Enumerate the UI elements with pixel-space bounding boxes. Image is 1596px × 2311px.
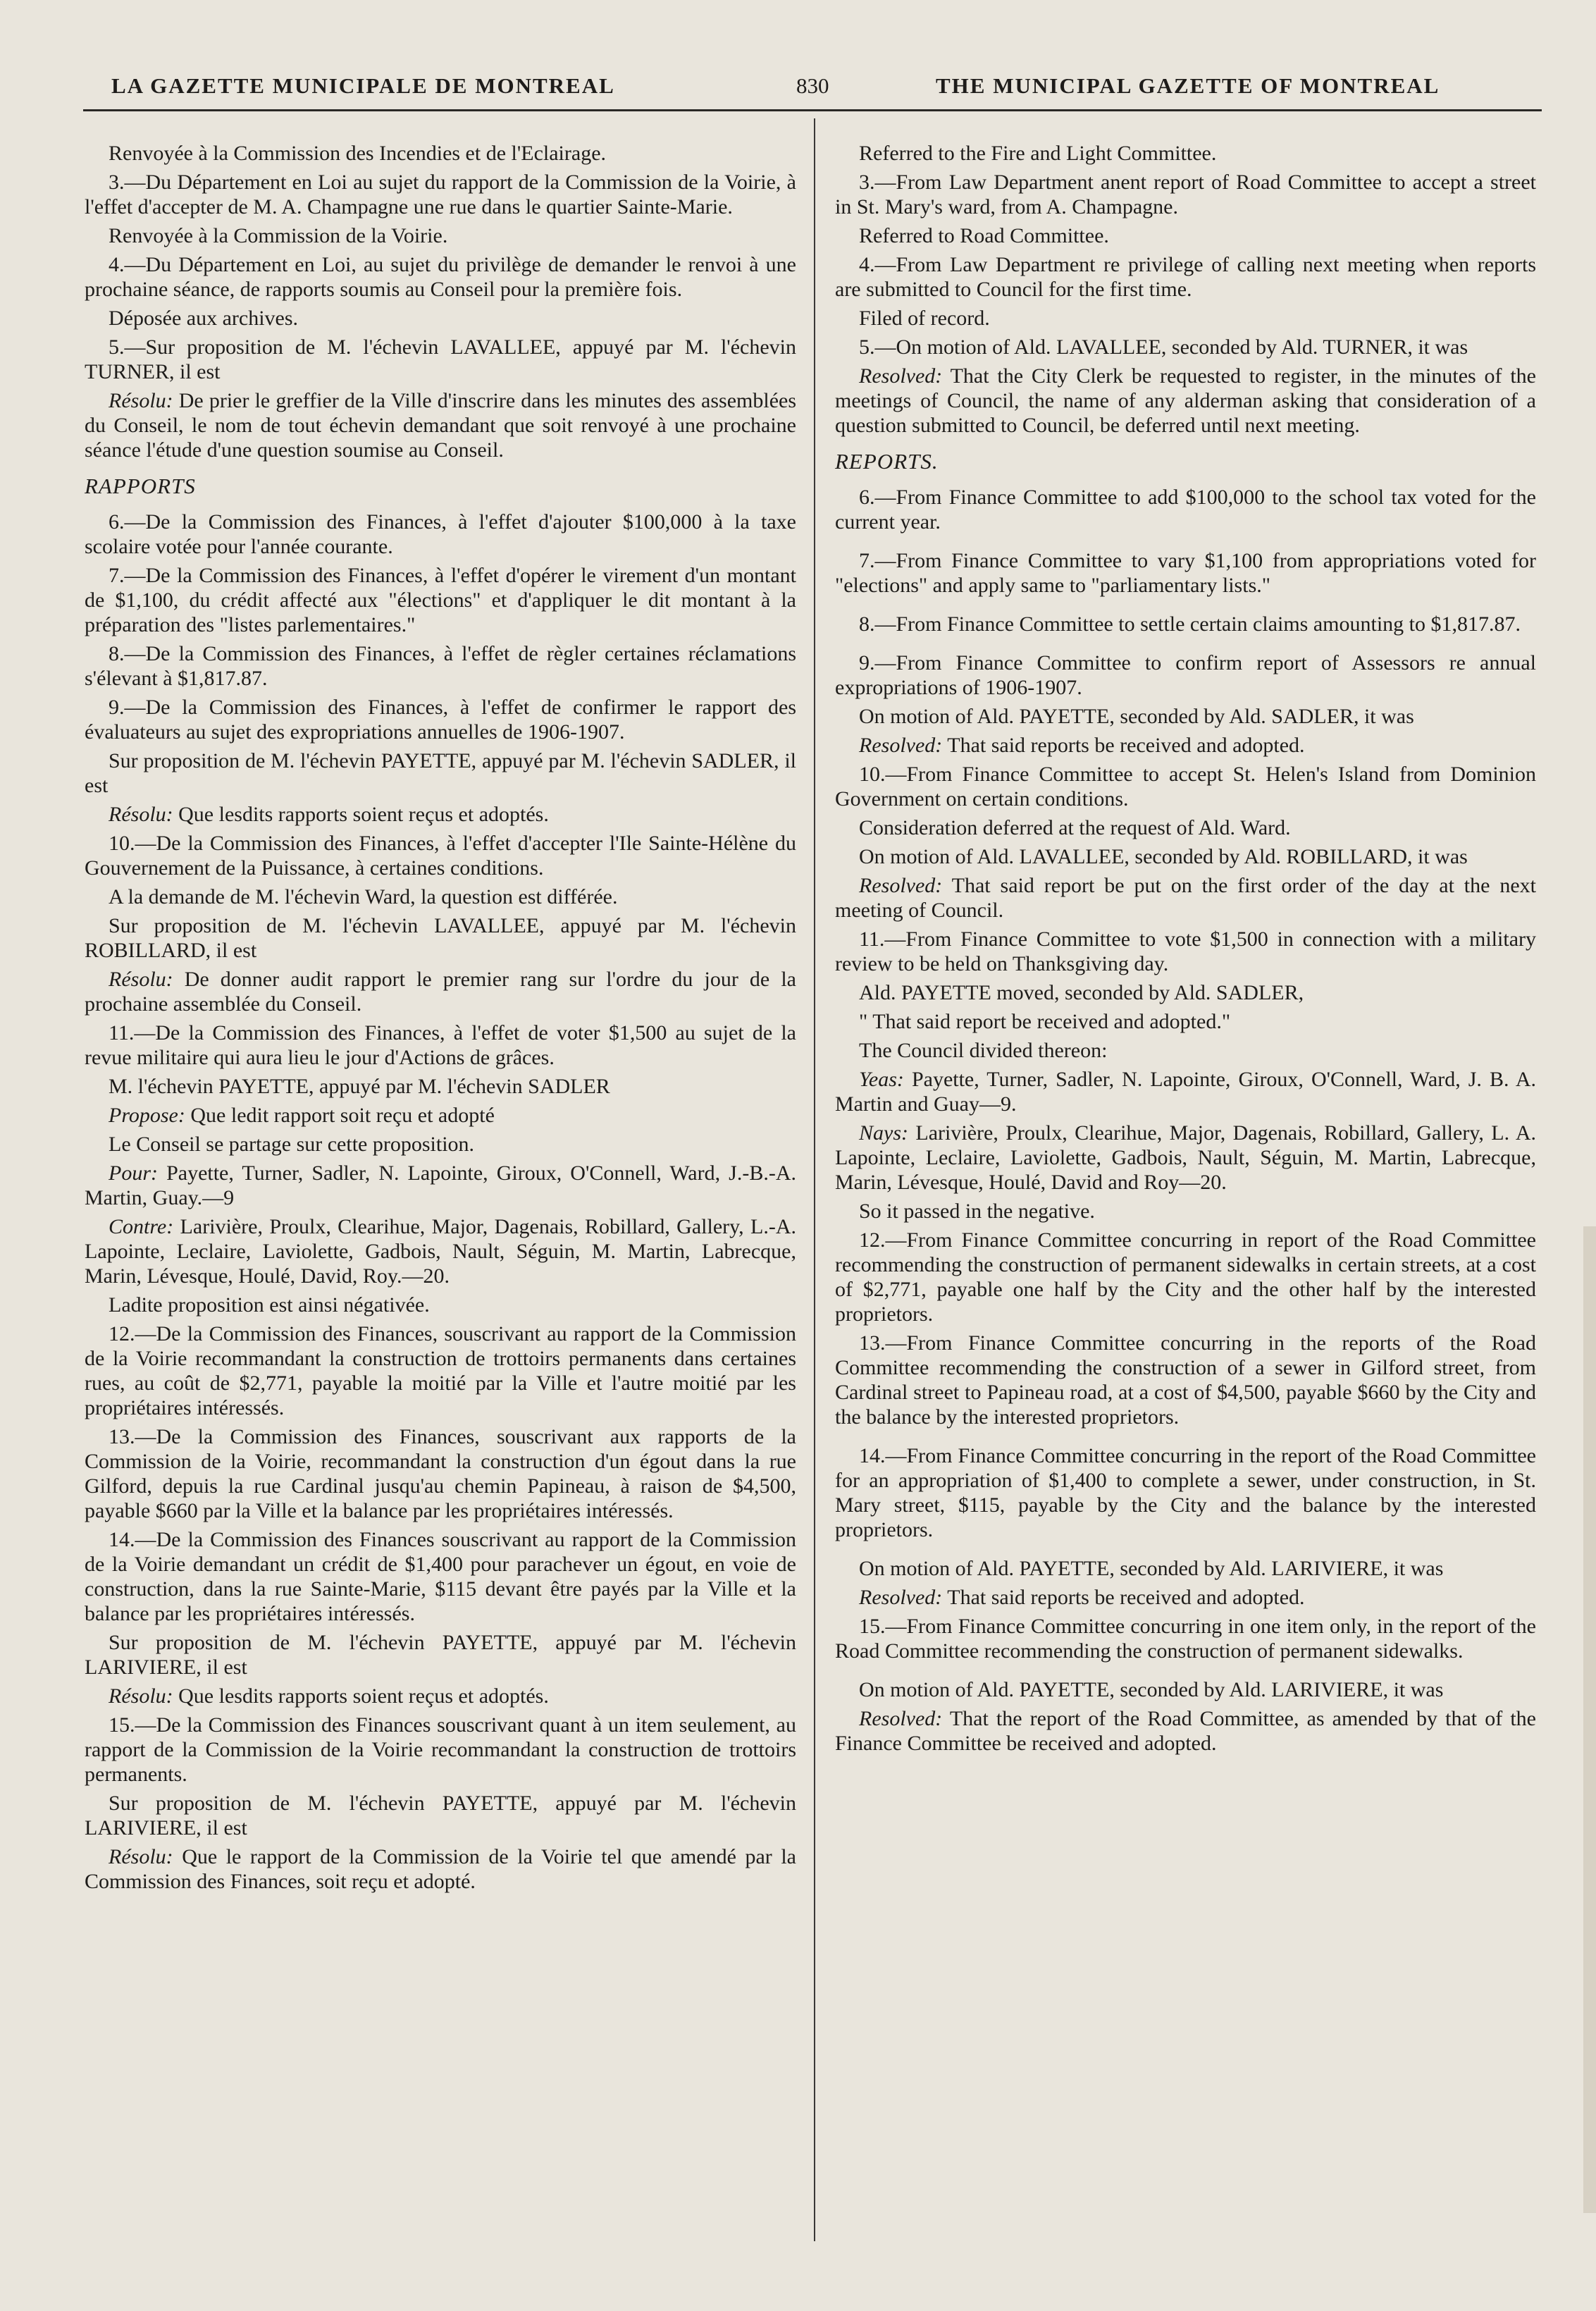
header-english-title: THE MUNICIPAL GAZETTE OF MONTREAL [936,73,1440,98]
paragraph: 4.—Du Département en Loi, au sujet du privilège de demander le renvoi à une prochaine séance, de rapports soumis au Conseil pour la première fois. [85,253,796,301]
paragraph: Consideration deferred at the request of Ald. Ward. [859,816,1291,839]
paragraph-text: Que lesdits rapports soient reçus et adoptés. [173,1684,549,1708]
paragraph: On motion of Ald. PAYETTE, seconded by Ald. LARIVIERE, it was [859,1678,1444,1701]
paragraph-text: Que ledit rapport soit reçu et adopté [185,1104,495,1127]
paragraph: Sur proposition de M. l'échevin PAYETTE, appuyé par M. l'échevin LARIVIERE, il est [85,1631,796,1679]
paragraph: 9.—De la Commission des Finances, à l'effet de confirmer le rapport des évaluateurs au sujet des expropriations annuelles de 1906-1907. [85,696,796,744]
paragraph: 15.—De la Commission des Finances souscrivant quant à un item seulement, au rapport de la Commission de la Voirie recommandant la construction de trottoirs permanents. [85,1713,796,1786]
paragraph [85,1214,796,1288]
paragraph: Filed of record. [859,307,990,330]
paragraph: 11.—De la Commission des Finances, à l'effet de voter $1,500 au sujet de la revue militaire qui aura lieu le jour d'Actions de grâces. [85,1021,796,1069]
resolution-label: Resolved: [859,364,943,388]
resolution-label: Resolved: [859,1586,943,1609]
paragraph: A la demande de M. l'échevin Ward, la question est différée. [109,885,618,908]
paragraph: " That said report be received and adopted." [859,1010,1231,1033]
page-number: 830 [796,73,829,98]
paragraph [835,1706,1536,1756]
paragraph-text: Larivière, Proulx, Clearihue, Major, Dagenais, Robillard, Gallery, L.-A. Lapointe, Leclaire, Laviolette, Gadbois, Nault, Séguin, M. Martin, Labrecque, Marin, Lévesque, Houlé, David, Roy.—20. [85,1215,796,1288]
paragraph: Referred to the Fire and Light Committee. [859,142,1217,165]
paragraph: 12.—De la Commission des Finances, souscrivant au rapport de la Commission de la Voirie recommandant la construction de trottoirs permanents dans certaines rues, au coût de $2,771, payable la moitié par la Ville et l'autre moitié par les propriétaires intéressés. [85,1322,796,1419]
paragraph: The Council divided thereon: [859,1039,1108,1062]
paragraph [835,1121,1536,1195]
paragraph: 7.—De la Commission des Finances, à l'effet d'opérer le virement d'un montant de $1,100, du crédit affecté aux "élections" et d'appliquer le dit montant à la préparation des "listes parlementaires." [85,564,796,636]
paragraph: Referred to Road Committee. [859,224,1109,247]
paragraph: Sur proposition de M. l'échevin PAYETTE, appuyé par M. l'échevin LARIVIERE, il est [85,1792,796,1839]
paragraph: M. l'échevin PAYETTE, appuyé par M. l'échevin SADLER [109,1075,610,1098]
paragraph: 12.—From Finance Committee concurring in report of the Road Committee recommending the construction of permanent sidewalks in certain streets, at a cost of $2,771, payable one half by the City and the other half by the interested proprietors. [835,1228,1536,1326]
resolution-label: Resolved: [859,1707,943,1730]
paragraph-text: Que lesdits rapports soient reçus et adoptés. [173,803,549,826]
paragraph: Sur proposition de M. l'échevin LAVALLEE, appuyé par M. l'échevin ROBILLARD, il est [85,914,796,962]
paragraph: On motion of Ald. PAYETTE, seconded by Ald. SADLER, it was [859,705,1414,728]
paragraph [85,967,796,1016]
french-column [85,141,796,1898]
paragraph: So it passed in the negative. [859,1200,1095,1223]
paragraph: 13.—From Finance Committee concurring in the reports of the Road Committee recommending the construction of a sewer in Gilford street, from Cardinal street to Papineau road, at a cost of $4,500, payable $660 by the City and the balance by the interested proprietors. [835,1331,1536,1429]
paragraph [85,1684,796,1708]
paragraph [835,1585,1536,1610]
page-edge-shadow [1583,1226,1596,2213]
resolution-label: Résolu: [109,1684,173,1708]
paragraph-text: That the City Clerk be requested to register, in the minutes of the meetings of Council, the name of any alderman asking that consideration of a question submitted to Council, be deferred until next meeting. [835,364,1536,437]
vote-label: Contre: [109,1215,174,1238]
paragraph: 3.—From Law Department anent report of Road Committee to accept a street in St. Mary's ward, from A. Champagne. [835,171,1536,218]
paragraph: 15.—From Finance Committee concurring in one item only, in the report of the Road Committee recommending the construction of permanent sidewalks. [835,1615,1536,1663]
paragraph: 9.—From Finance Committee to confirm report of Assessors re annual expropriations of 1906-1907. [835,651,1536,699]
paragraph: Renvoyée à la Commission de la Voirie. [109,224,448,247]
resolution-label: Resolved: [859,874,943,897]
resolution-label: Resolved: [859,734,943,757]
header-rule [83,109,1542,111]
paragraph: 8.—From Finance Committee to settle certain claims amounting to $1,817.87. [859,612,1521,636]
section-heading: RAPPORTS [85,474,196,498]
paragraph [835,1067,1536,1116]
english-column [835,141,1536,1760]
paragraph: 14.—De la Commission des Finances souscrivant au rapport de la Commission de la Voirie demandant un crédit de $1,400 pour parachever un égout, en voie de construction, dans la rue Sainte-Marie, $115 devant être payés par la Ville et la balance par les propriétaires intéressés. [85,1528,796,1625]
paragraph: 4.—From Law Department re privilege of calling next meeting when reports are submitted to Council for the first time. [835,253,1536,301]
paragraph [835,733,1536,758]
paragraph: On motion of Ald. LAVALLEE, seconded by Ald. ROBILLARD, it was [859,845,1468,868]
paragraph-text: That said reports be received and adopted. [942,1586,1305,1609]
paragraph-text: Payette, Turner, Sadler, N. Lapointe, Giroux, O'Connell, Ward, J.-B.-A. Martin, Guay.—9 [85,1161,796,1209]
paragraph-text: That said report be put on the first order of the day at the next meeting of Council. [835,874,1536,922]
paragraph: 8.—De la Commission des Finances, à l'effet de règler certaines réclamations s'élevant à $1,817.87. [85,642,796,690]
paragraph: 3.—Du Département en Loi au sujet du rapport de la Commission de la Voirie, à l'effet d'accepter de M. A. Champagne une rue dans le quartier Sainte-Marie. [85,171,796,218]
paragraph [835,873,1536,923]
paragraph: 6.—From Finance Committee to add $100,000 to the school tax voted for the current year. [835,486,1536,534]
paragraph: 13.—De la Commission des Finances, souscrivant aux rapports de la Commission de la Voirie, recommandant la construction d'un égout dans la rue Gilford, depuis la rue Cardinal jusqu'au chemin Papineau, à raison de $4,500, payable $660 par la Ville et la balance par les propriétaires intéressés. [85,1425,796,1522]
paragraph: 10.—De la Commission des Finances, à l'effet d'accepter l'Ile Sainte-Hélène du Gouvernement de la Puissance, à certaines conditions. [85,832,796,880]
column-divider [814,118,815,2241]
paragraph: 5.—On motion of Ald. LAVALLEE, seconded by Ald. TURNER, it was [859,335,1468,359]
paragraph-text: Payette, Turner, Sadler, N. Lapointe, Giroux, O'Connell, Ward, J. B. A. Martin and Guay—9. [835,1068,1536,1116]
paragraph: 14.—From Finance Committee concurring in the report of the Road Committee for an appropriation of $1,400 to complete a sewer, under construction, in St. Mary street, $115, payable by the City and the balance by the interested proprietors. [835,1444,1536,1541]
motion-label: Propose: [109,1104,185,1127]
section-heading: REPORTS. [835,449,939,474]
paragraph: Sur proposition de M. l'échevin PAYETTE, appuyé par M. l'échevin SADLER, il est [85,749,796,797]
paragraph: Déposée aux archives. [109,307,299,330]
paragraph: On motion of Ald. PAYETTE, seconded by Ald. LARIVIERE, it was [859,1557,1444,1580]
paragraph-text: Que le rapport de la Commission de la Voirie tel que amendé par la Commission des Finances, soit reçu et adopté. [85,1845,796,1893]
paragraph-text: De donner audit rapport le premier rang sur l'ordre du jour de la prochaine assemblée du Conseil. [85,968,796,1016]
paragraph: 5.—Sur proposition de M. l'échevin LAVALLEE, appuyé par M. l'échevin TURNER, il est [85,335,796,383]
paragraph: 11.—From Finance Committee to vote $1,500 in connection with a military review to be held on Thanksgiving day. [835,928,1536,975]
paragraph [85,388,796,462]
vote-label: Nays: [859,1121,908,1145]
header-french-title: LA GAZETTE MUNICIPALE DE MONTREAL [111,73,615,98]
paragraph: Ald. PAYETTE moved, seconded by Ald. SADLER, [859,981,1304,1004]
paragraph-text: Larivière, Proulx, Clearihue, Major, Dagenais, Robillard, Gallery, L. A. Lapointe, Leclaire, Laviolette, Gadbois, Nault, Séguin, M. Martin, Labrecque, Marin, Lévesque, Houlé, David and Roy—20. [835,1121,1536,1194]
paragraph [85,1161,796,1210]
paragraph: 10.—From Finance Committee to accept St. Helen's Island from Dominion Government on certain conditions. [835,763,1536,811]
resolution-label: Résolu: [109,389,173,412]
paragraph [85,802,796,827]
paragraph [85,1103,796,1128]
vote-label: Pour: [109,1161,158,1185]
paragraph [85,1844,796,1894]
paragraph-text: That said reports be received and adopted. [942,734,1305,757]
resolution-label: Résolu: [109,968,173,991]
paragraph: Ladite proposition est ainsi négativée. [109,1293,430,1317]
vote-label: Yeas: [859,1068,904,1091]
paragraph-text: That the report of the Road Committee, as amended by that of the Finance Committee be received and adopted. [835,1707,1536,1755]
resolution-label: Résolu: [109,1845,173,1868]
paragraph [835,364,1536,438]
paragraph: 7.—From Finance Committee to vary $1,100 from appropriations voted for "elections" and apply same to "parliamentary lists." [835,549,1536,597]
paragraph-text: De prier le greffier de la Ville d'inscrire dans les minutes des assemblées du Conseil, le nom de tout échevin demandant que soit renvoyé à une prochaine séance l'étude d'une question soumise au Conseil. [85,389,796,462]
paragraph: Le Conseil se partage sur cette proposition. [109,1133,475,1156]
paragraph: 6.—De la Commission des Finances, à l'effet d'ajouter $100,000 à la taxe scolaire votée pour l'année courante. [85,510,796,558]
paragraph: Renvoyée à la Commission des Incendies et de l'Eclairage. [109,142,607,165]
resolution-label: Résolu: [109,803,173,826]
